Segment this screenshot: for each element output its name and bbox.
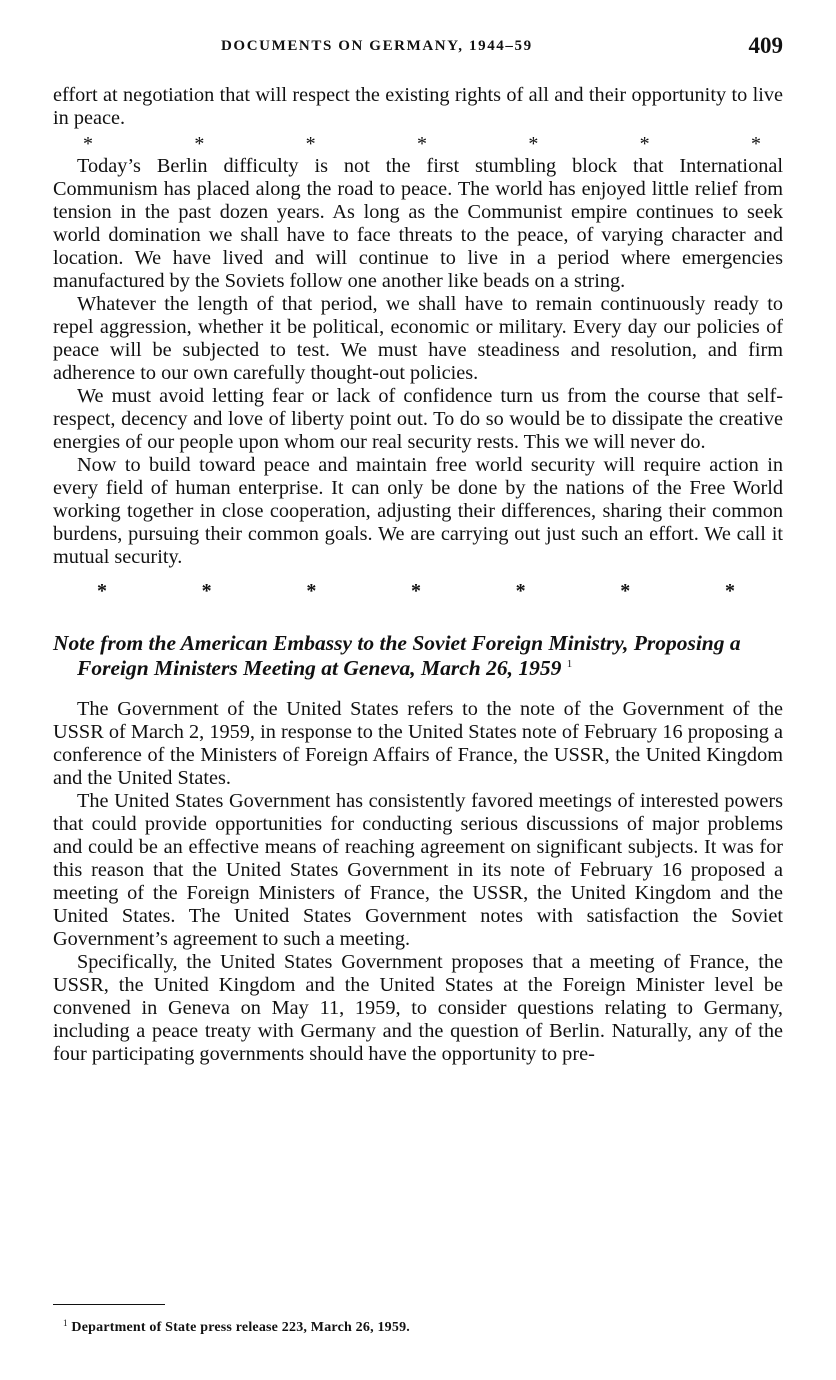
footnote-marker: 1 <box>63 1318 68 1328</box>
separator-star: * <box>306 580 317 602</box>
page-number: 409 <box>748 33 783 58</box>
separator-star: * <box>410 580 421 602</box>
paragraph-continued: effort at negotiation that will respect the existing rights of all and their opportunity to live in peace. <box>53 84 783 129</box>
separator-star: * <box>724 580 735 602</box>
separator-star: * <box>639 133 650 155</box>
running-head: DOCUMENTS ON GERMANY, 1944–59 <box>221 38 533 54</box>
body-text <box>53 84 783 1066</box>
page-header <box>53 34 783 62</box>
paragraph: The United States Government has consistently favored meetings of interested powers that could provide opportunities for conducting serious discussions of major problems and could be an effective means of reaching agreement on significant subjects. It was for this reason that the United States Government in its note of February 16 proposed a meeting of the Foreign Ministers of France, the USSR, the United Kingdom and the United States. The United States Government notes with satisfaction the Soviet Government’s agreement to such a meeting. <box>53 790 783 950</box>
paragraph: Specifically, the United States Government proposes that a meeting of France, the USSR, the United Kingdom and the United States at the Foreign Minister level be convened in Geneva on May 11, 1959, to consider questions relating to Germany, including a peace treaty with Germany and the question of Berlin. Naturally, any of the four participating governments should have the opportunity to pre- <box>53 951 783 1065</box>
separator-star: * <box>97 580 107 602</box>
footnote <box>63 1318 410 1336</box>
separator-star: * <box>515 580 526 602</box>
document-title-text: Note from the American Embassy to the Soviet Foreign Ministry, Proposing a Foreign Ministers Meeting at Geneva, March 26, 1959 <box>53 631 741 680</box>
paragraph: Today’s Berlin difficulty is not the first stumbling block that International Communism has placed along the road to peace. The world has enjoyed little relief from tension in the past dozen years. As long as the Communist empire continues to seek world domination we shall have to face threats to the peace, of varying character and location. We have lived and will continue to live in a period where emergencies manufactured by the Soviets follow one another like beads on a string. <box>53 155 783 292</box>
separator-star: * <box>305 133 316 155</box>
paragraph: Now to build toward peace and maintain free world security will require action in every field of human enterprise. It can only be done by the nations of the Free World working together in close cooperation, adjusting their differences, sharing their common burdens, pursuing their common goals. We are carrying out just such an effort. We call it mutual security. <box>53 454 783 568</box>
paragraph: Whatever the length of that period, we shall have to remain continuously ready to repel aggression, whether it be political, economic or military. Every day our policies of peace will be subjected to test. We must have steadiness and resolution, and firm adherence to our own carefully thought-out policies. <box>53 293 783 384</box>
paragraph: We must avoid letting fear or lack of confidence turn us from the course that self-respect, decency and love of liberty point out. To do so would be to dissipate the creative energies of our people upon whom our real security rests. This we will never do. <box>53 385 783 453</box>
footnote-text: Department of State press release 223, March 26, 1959. <box>71 1320 410 1335</box>
separator-star: * <box>201 580 212 602</box>
section-separator-large <box>53 569 783 605</box>
document-title <box>53 633 783 679</box>
footnote-divider <box>53 1304 165 1305</box>
separator-star: * <box>83 133 93 155</box>
separator-star: * <box>620 580 631 602</box>
separator-star: * <box>528 133 539 155</box>
document-page <box>53 0 783 1380</box>
section-separator-small <box>53 130 783 155</box>
separator-star: * <box>416 133 427 155</box>
separator-star: * <box>750 133 761 155</box>
footnote-reference: 1 <box>566 658 573 670</box>
paragraph: The Government of the United States refers to the note of the Government of the USSR of March 2, 1959, in response to the United States note of February 16 proposing a conference of the Ministers of Foreign Affairs of France, the USSR, the United Kingdom and the United States. <box>53 698 783 789</box>
separator-star: * <box>194 133 205 155</box>
